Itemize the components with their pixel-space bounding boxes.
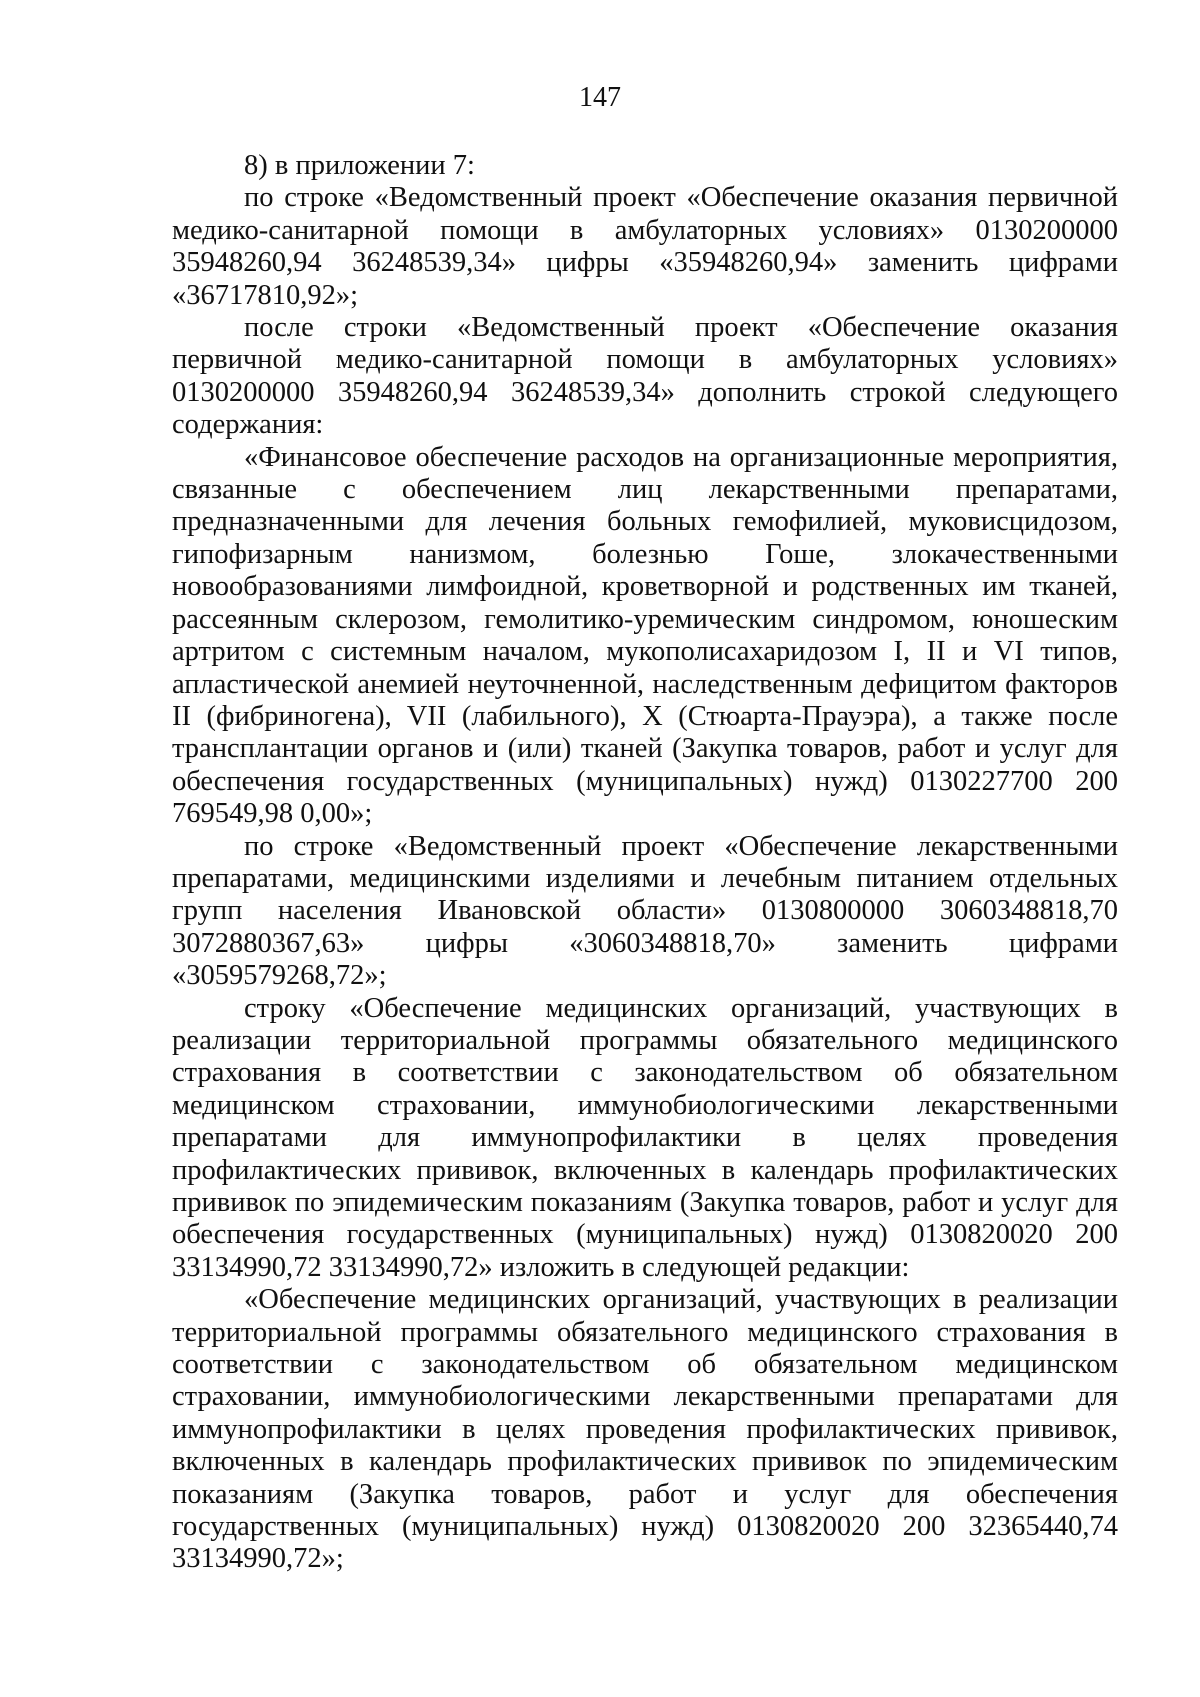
paragraph-item-8-heading: 8) в приложении 7: — [244, 150, 475, 181]
paragraph-new-row-financial-support: «Финансовое обеспечение расходов на организационные мероприятия, связанные с обеспечением лиц лекарственными препаратами, предназначенными для лечения больных гемофилией, муковисцидозом, гипофизарным нанизмом, болезнью Гоше, злокачественными новообразованиями лимфоидной, кроветворной и родственных им тканей, рассеянным склерозом, гемолитико-уремическим синдромом, юношеским артритом с системным началом, мукополисахаридозом I, II и VI типов, апластической анемией неуточненной, наследственным дефицитом факторов II (фибриногена), VII (лабильного), X (Стюарта-Прауэра), а также после трансплантации органов и (или) тканей (Закупка товаров, работ и услуг для обеспечения государственных (муниципальных) нужд) 0130227700 200 769549,98 0,00»; — [172, 441, 1118, 830]
document-body — [172, 150, 1118, 1576]
paragraph-add-row-after-primary-care: после строки «Ведомственный проект «Обеспечение оказания первичной медико-санитарной помощи в амбулаторных условиях» 0130200000 35948260,94 36248539,34» дополнить строкой следующего содержания: — [172, 312, 1118, 441]
page-number: 147 — [579, 82, 621, 113]
paragraph-new-edition-immunoprophylaxis: «Обеспечение медицинских организаций, участвующих в реализации территориальной программы обязательного медицинского страхования в соответствии с законодательством об обязательном медицинском страховании, иммунобиологическими лекарственными препаратами для иммунопрофилактики в целях проведения профилактических прививок, включенных в календарь профилактических прививок по эпидемическим показаниям (Закупка товаров, работ и услуг для обеспечения государственных (муниципальных) нужд) 0130820020 200 32365440,74 33134990,72»; — [172, 1284, 1118, 1575]
paragraph-replace-figures-primary-care: по строке «Ведомственный проект «Обеспечение оказания первичной медико-санитарной помощи в амбулаторных условиях» 0130200000 35948260,94 36248539,34» цифры «35948260,94» заменить цифрами «36717810,92»; — [172, 182, 1118, 311]
paragraph-restate-row-immunoprophylaxis: строку «Обеспечение медицинских организаций, участвующих в реализации территориальной программы обязательного медицинского страхования в соответствии с законодательством об обязательном медицинском страховании, иммунобиологическими лекарственными препаратами для иммунопрофилактики в целях проведения профилактических прививок, включенных в календарь профилактических прививок по эпидемическим показаниям (Закупка товаров, работ и услуг для обеспечения государственных (муниципальных) нужд) 0130820020 200 33134990,72 33134990,72» изложить в следующей редакции: — [172, 992, 1118, 1283]
paragraph-replace-figures-medicines: по строке «Ведомственный проект «Обеспечение лекарственными препаратами, медицинскими изделиями и лечебным питанием отдельных групп населения Ивановской области» 0130800000 3060348818,70 3072880367,63» цифры «3060348818,70» заменить цифрами «3059579268,72»; — [172, 830, 1118, 992]
